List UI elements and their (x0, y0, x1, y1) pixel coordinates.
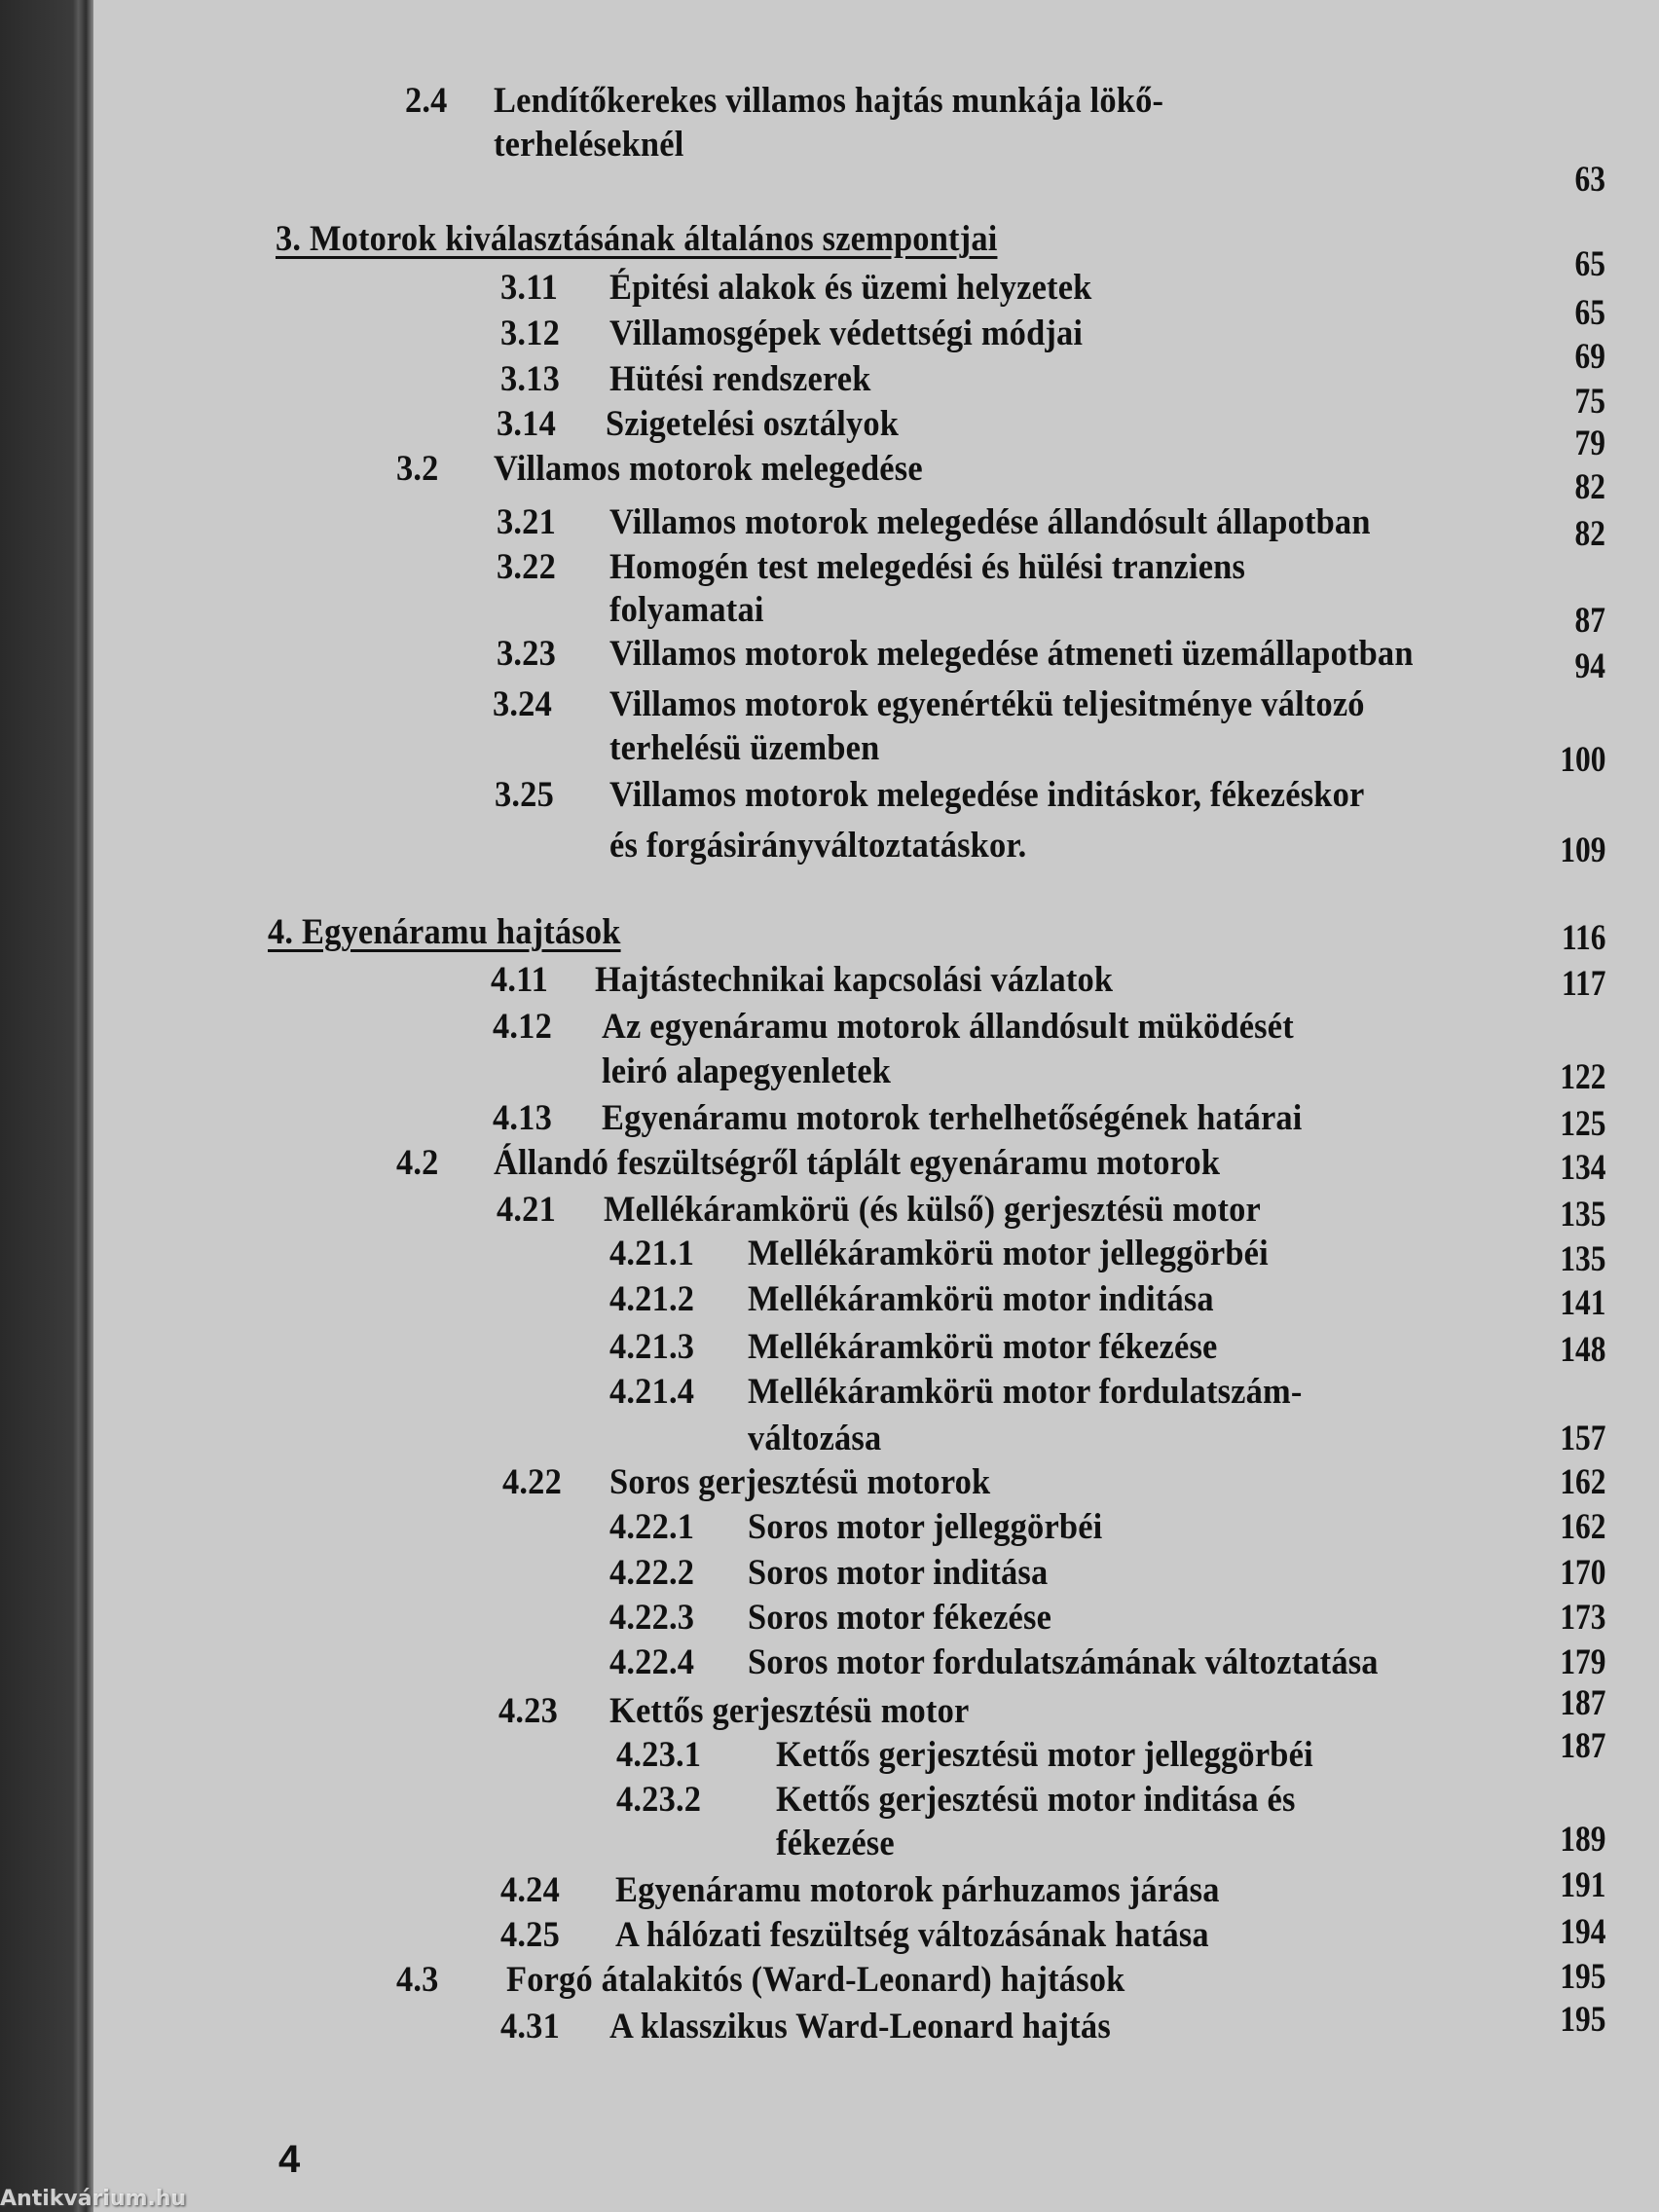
toc-entry-page: 116 (1561, 918, 1605, 958)
toc-entry-number: 3.25 (495, 775, 554, 815)
toc-entry-page: 87 (1574, 601, 1605, 641)
toc-entry-title: Kettős gerjesztésü motor (609, 1691, 970, 1731)
toc-entry-page: 94 (1574, 646, 1605, 686)
toc-entry-title: fékezése (776, 1824, 895, 1863)
toc-entry-page: 148 (1559, 1330, 1605, 1370)
toc-entry-page: 194 (1559, 1912, 1605, 1952)
toc-entry-title: Hütési rendszerek (609, 359, 871, 399)
toc-entry-page: 75 (1574, 382, 1605, 422)
toc-entry-title: Mellékáramkörü motor fordulatszám- (748, 1372, 1303, 1412)
toc-entry-title: Épitési alakok és üzemi helyzetek (609, 268, 1092, 308)
toc-entry-title: Hajtástechnikai kapcsolási vázlatok (595, 960, 1114, 1000)
toc-entry-number: 4.22.2 (609, 1553, 695, 1593)
toc-entry-number: 4.21 (497, 1190, 556, 1230)
toc-entry-page: 195 (1559, 2000, 1605, 2040)
toc-entry-page: 189 (1559, 1820, 1605, 1860)
toc-entry-title: Homogén test melegedési és hülési tranziens (609, 547, 1246, 587)
toc-entry-page: 82 (1574, 467, 1605, 507)
toc-entry-title: Villamos motorok egyenértékü teljesitménye változó (609, 684, 1365, 724)
toc-entry-title: és forgásirányváltoztatáskor. (609, 826, 1027, 866)
toc-entry-title: változása (748, 1419, 882, 1458)
toc-entry-page: 135 (1559, 1239, 1605, 1279)
book-binding-edge (0, 0, 93, 2212)
toc-entry-number: 4.22.1 (609, 1507, 695, 1547)
toc-entry-title: Lendítőkerekes villamos hajtás munkája lökő- (494, 81, 1164, 121)
toc-entry-number: 4.23.2 (616, 1780, 702, 1820)
toc-entry-title: Kettős gerjesztésü motor inditása és (776, 1780, 1296, 1820)
toc-entry-number: 4.25 (500, 1915, 560, 1955)
toc-entry-title: A hálózati feszültség változásának hatása (615, 1915, 1209, 1955)
watermark: Antikvárium.hu (0, 2187, 187, 2211)
toc-entry-number: 3.14 (497, 404, 556, 444)
toc-entry-page: 162 (1559, 1507, 1605, 1547)
toc-entry-title: Villamos motorok melegedése (494, 449, 923, 489)
toc-entry-page: 125 (1559, 1104, 1605, 1144)
toc-entry-title: Villamosgépek védettségi módjai (609, 313, 1084, 353)
toc-entry-title: Villamos motorok melegedése átmeneti üzemállapotban (609, 634, 1414, 674)
toc-entry-title: terhelésü üzemben (609, 728, 880, 768)
toc-entry-title: Soros motor fordulatszámának változtatása (748, 1642, 1379, 1682)
toc-entry-page: 65 (1574, 244, 1605, 284)
toc-entry-number: 4.22 (502, 1462, 562, 1502)
toc-entry-page: 63 (1574, 160, 1605, 200)
toc-entry-title: terheléseknél (494, 125, 684, 165)
toc-entry-page: 157 (1559, 1419, 1605, 1458)
toc-entry-number: 3.24 (493, 684, 552, 724)
toc-entry-title: Állandó feszültségről táplált egyenáramu motorok (494, 1143, 1221, 1183)
toc-entry-number: 4.23.1 (616, 1735, 702, 1775)
toc-entry-title: folyamatai (609, 590, 764, 630)
toc-entry-title: Soros motor fékezése (748, 1598, 1052, 1638)
toc-entry-number: 3.11 (500, 268, 559, 308)
toc-entry-number: 4.13 (493, 1098, 552, 1138)
toc-entry-page: 79 (1574, 424, 1605, 463)
toc-entry-page: 173 (1559, 1598, 1605, 1638)
toc-entry-page: 191 (1559, 1865, 1605, 1905)
toc-entry-title: Soros gerjesztésü motorok (609, 1462, 991, 1502)
toc-entry-number: 3.12 (500, 313, 560, 353)
toc-entry-title: leiró alapegyenletek (602, 1051, 892, 1091)
toc-entry-number: 3.22 (497, 547, 556, 587)
toc-entry-number: 4.31 (500, 2007, 560, 2046)
toc-entry-page: 179 (1559, 1642, 1605, 1682)
toc-entry-title: Villamos motorok melegedése állandósult állapotban (609, 502, 1371, 542)
toc-entry-title: Egyenáramu motorok terhelhetőségének határai (602, 1098, 1303, 1138)
toc-entry-page: 141 (1559, 1283, 1605, 1323)
toc-entry-title: Mellékáramkörü (és külső) gerjesztésü motor (604, 1190, 1262, 1230)
toc-entry-title: Kettős gerjesztésü motor jelleggörbéi (776, 1735, 1313, 1775)
toc-entry-page: 117 (1561, 964, 1605, 1004)
toc-entry-page: 162 (1559, 1462, 1605, 1502)
toc-entry-title: Mellékáramkörü motor jelleggörbéi (748, 1234, 1269, 1273)
toc-entry-page: 187 (1559, 1726, 1605, 1766)
toc-entry-number: 4.23 (498, 1691, 558, 1731)
toc-entry-title: Soros motor jelleggörbéi (748, 1507, 1103, 1547)
toc-entry-page: 187 (1559, 1683, 1605, 1723)
toc-entry-page: 134 (1559, 1148, 1605, 1188)
toc-entry-title: Villamos motorok melegedése inditáskor, fékezéskor (609, 775, 1365, 815)
toc-entry-page: 82 (1574, 514, 1605, 554)
toc-entry-page: 109 (1559, 830, 1605, 870)
toc-entry-number: 4.22.3 (609, 1598, 695, 1638)
toc-entry-title: Az egyenáramu motorok állandósult müködését (602, 1007, 1294, 1047)
toc-entry-number: 4.21.4 (609, 1372, 695, 1412)
toc-entry-page: 122 (1559, 1057, 1605, 1097)
toc-entry-number: 3.2 (396, 449, 439, 489)
chapter-heading: 4. Egyenáramu hajtások (268, 912, 621, 952)
toc-entry-number: 4.11 (491, 960, 549, 1000)
toc-entry-number: 4.24 (500, 1870, 560, 1910)
toc-entry-number: 4.21.1 (609, 1234, 695, 1273)
toc-entry-page: 135 (1559, 1195, 1605, 1235)
toc-entry-title: Mellékáramkörü motor fékezése (748, 1327, 1218, 1367)
page-number: 4 (278, 2138, 301, 2181)
toc-entry-title: Mellékáramkörü motor inditása (748, 1279, 1214, 1319)
toc-entry-number: 4.3 (396, 1960, 439, 2000)
toc-entry-page: 69 (1574, 337, 1605, 377)
toc-entry-number: 2.4 (405, 81, 448, 121)
toc-entry-page: 195 (1559, 1957, 1605, 1997)
toc-entry-number: 3.13 (500, 359, 560, 399)
toc-entry-page: 170 (1559, 1553, 1605, 1593)
toc-entry-number: 3.21 (497, 502, 556, 542)
toc-entry-number: 4.21.2 (609, 1279, 695, 1319)
toc-entry-number: 4.21.3 (609, 1327, 695, 1367)
toc-entry-title: Egyenáramu motorok párhuzamos járása (615, 1870, 1220, 1910)
toc-entry-number: 4.2 (396, 1143, 439, 1183)
toc-entry-title: Soros motor inditása (748, 1553, 1049, 1593)
toc-entry-title: Forgó átalakitós (Ward-Leonard) hajtások (506, 1960, 1125, 2000)
toc-entry-page: 100 (1559, 740, 1605, 780)
toc-entry-page: 65 (1574, 293, 1605, 333)
toc-entry-title: Szigetelési osztályok (606, 404, 900, 444)
toc-entry-title: A klasszikus Ward-Leonard hajtás (609, 2007, 1111, 2046)
toc-entry-number: 3.23 (497, 634, 556, 674)
toc-entry-number: 4.22.4 (609, 1642, 695, 1682)
chapter-heading: 3. Motorok kiválasztásának általános szempontjai (276, 219, 998, 259)
toc-entry-number: 4.12 (493, 1007, 552, 1047)
